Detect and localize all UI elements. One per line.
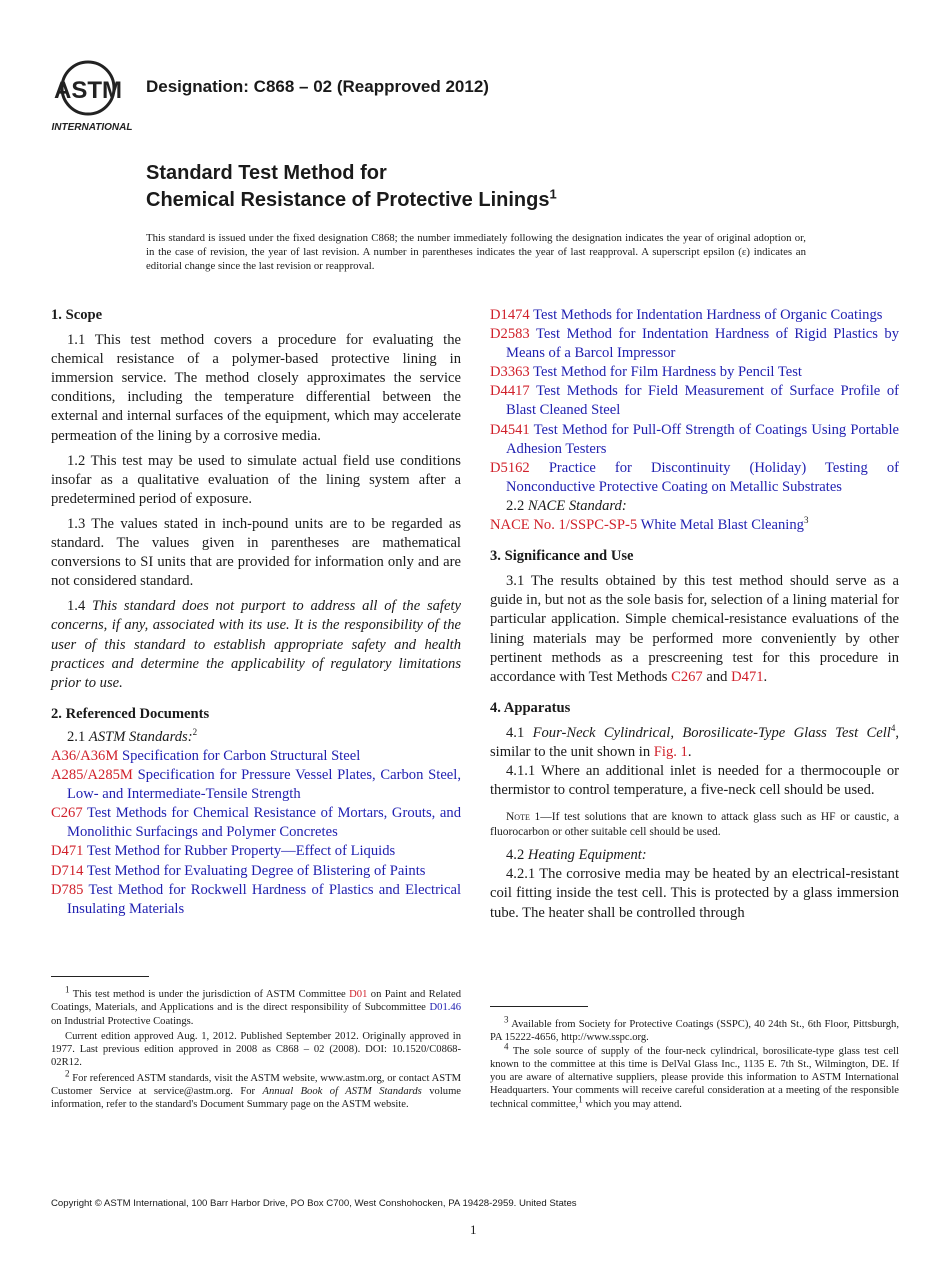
title-footnote-ref: 1 (549, 186, 557, 202)
reference-code-link[interactable]: C267 (51, 805, 83, 822)
note-1-text: —If test solutions that are known to attack glass such as HF or caustic, a fluorocarbon or other suitable cell should be used. (490, 811, 899, 839)
left-reference-item (51, 842, 461, 861)
designation: Designation: C868 – 02 (Reapproved 2012) (146, 77, 489, 96)
right-column (490, 306, 899, 923)
nace-code-link[interactable]: NACE No. 1/SSPC-SP-5 (490, 517, 638, 534)
reference-code-link[interactable]: D3363 (490, 364, 530, 381)
section-4-1-rest: , similar to the unit shown in (490, 724, 899, 760)
section-4-heading: 4. Apparatus (490, 699, 571, 716)
fn2-num: 2 (65, 1068, 70, 1079)
left-reference-item (51, 747, 461, 766)
title-line-2 (146, 187, 557, 214)
nace-reference (490, 516, 899, 535)
astm-logo-graphic (48, 56, 136, 136)
reference-title-link[interactable]: Test Methods for Chemical Resistance of Mortars, Grouts, and Monolithic Surfacings and Polymer Concretes (67, 805, 461, 841)
section-4-2 (490, 846, 899, 865)
fn1-link-d0146[interactable]: D01.46 (429, 1002, 461, 1014)
fn2-text-a: For referenced ASTM standards, visit the ASTM website, www.astm.org, or contact ASTM Customer Service at service@astm.org. For (51, 1072, 461, 1098)
reference-code-link[interactable]: A36/A36M (51, 747, 119, 764)
section-3-1-end: . (763, 668, 768, 685)
right-reference-list (490, 306, 899, 497)
footnote-3 (490, 1014, 899, 1045)
reference-code-link[interactable]: A285/A285M (51, 767, 133, 784)
copyright-line: Copyright © ASTM International, 100 Barr Harbor Drive, PO Box C700, West Conshohocken, PA 19428-2959. United States (51, 1198, 577, 1209)
link-fig-1[interactable]: Fig. 1 (653, 743, 688, 760)
title-line-1: Standard Test Method for (146, 162, 387, 184)
note-1-label: Note 1 (506, 811, 541, 824)
left-column (51, 306, 461, 919)
section-4-1-num: 4.1 (506, 724, 525, 741)
astm-standards-label (51, 728, 461, 747)
reference-title-link[interactable]: Test Method for Evaluating Degree of Blistering of Paints (86, 862, 426, 879)
reference-title-link[interactable]: Test Methods for Indentation Hardness of Organic Coatings (533, 307, 883, 323)
section-3-1-text: 3.1 The results obtained by this test method should serve as a guide in, but not as the sole basis for, selection of a lining material for particular application. Simple chemical-resistance evaluations of the lining materials may be performed more conveniently by other pertinent methods as a prescreening test for this procedure in accordance with Test Methods (490, 573, 899, 685)
section-4-1-1: 4.1.1 Where an additional inlet is needed for a thermocouple or thermistor to control temperature, a five-neck cell should be used. (490, 763, 899, 799)
right-reference-item (490, 306, 899, 325)
fn4-text-b: which you may attend. (585, 1098, 682, 1110)
footnotes-right (490, 1014, 899, 1111)
section-1-4-num: 1.4 (67, 598, 86, 615)
section-3-heading: 3. Significance and Use (490, 548, 634, 565)
section-1-heading: 1. Scope (51, 307, 103, 323)
section-1-4-text: This standard does not purport to address all of the safety concerns, if any, associated with its use. It is the responsibility of the user of this standard to establish appropriate safety and health practices and determine the applicability of regulatory limitations prior to use. (51, 598, 461, 691)
reference-title-link[interactable]: Test Method for Film Hardness by Pencil Test (533, 364, 802, 381)
footnote-1 (51, 984, 462, 1028)
fn4-text-a: The sole source of supply of the four-neck cylindrical, borosilicate-type glass test cell known to the committee at this time is DelVal Glass Inc., 1135 E. 7th St., Wilmington, DE. If you are aware of alternative suppliers, please provide this information to ASTM International Headquarters. Your comments will receive careful consideration at a meeting of the responsible technical committee, (490, 1045, 899, 1110)
nace-sup: 3 (803, 515, 809, 526)
reference-code-link[interactable]: D714 (51, 862, 84, 879)
left-reference-list (51, 747, 461, 919)
right-reference-item (490, 459, 899, 497)
link-c267[interactable]: C267 (671, 668, 703, 685)
fn1-text-a: This test method is under the jurisdiction of ASTM Committee (72, 989, 346, 1000)
reference-title-link[interactable]: Test Method for Indentation Hardness of Rigid Plastics by Means of a Barcol Impressor (506, 326, 899, 362)
reference-code-link[interactable]: D5162 (490, 459, 530, 476)
fn4-num: 4 (504, 1041, 509, 1052)
nace-standard-label (490, 497, 899, 516)
section-4-2-italic: Heating Equipment: (527, 847, 647, 864)
document-title (146, 160, 557, 214)
fn3-text: Available from Society for Protective Coatings (SSPC), 40 24th St., 6th Floor, Pittsburgh, PA 15222-4656, http://www.sspc.org. (490, 1019, 899, 1044)
nace-title-link[interactable]: White Metal Blast Cleaning (640, 517, 804, 534)
astm-label-num: 2.1 (67, 728, 86, 745)
right-reference-item (490, 382, 899, 420)
section-3-1 (490, 572, 899, 687)
page-number: 1 (470, 1222, 477, 1237)
logo-text-top: ASTM (54, 77, 122, 104)
reference-title-link[interactable]: Test Method for Rockwell Hardness of Plastics and Electrical Insulating Materials (67, 881, 461, 917)
fn4-sup: 1 (578, 1094, 583, 1105)
reference-title-link[interactable]: Test Methods for Field Measurement of Surface Profile of Blast Cleaned Steel (506, 383, 899, 419)
left-reference-item (51, 862, 461, 881)
nace-label-text: NACE Standard: (527, 497, 627, 514)
link-d471[interactable]: D471 (731, 668, 764, 685)
nace-label-num: 2.2 (506, 497, 525, 514)
reference-title-link[interactable]: Test Method for Rubber Property—Effect of Liquids (86, 843, 396, 860)
reference-title-link[interactable]: Practice for Discontinuity (Holiday) Testing of Nonconductive Protective Coating on Metallic Substrates (506, 459, 899, 495)
section-3-1-and: and (706, 668, 728, 685)
section-4-1-sup: 4 (890, 723, 896, 734)
reference-code-link[interactable]: D1474 (490, 307, 530, 323)
section-1-3: 1.3 The values stated in inch-pound units are to be regarded as standard. The values given in parentheses are mathematical conversions to SI units that are provided for information only and are not considered standard. (51, 515, 461, 590)
reference-title-link[interactable]: Specification for Pressure Vessel Plates, Carbon Steel, Low- and Intermediate-Tensile Strength (67, 767, 461, 803)
right-reference-item (490, 325, 899, 363)
right-reference-item (490, 363, 899, 382)
section-1-2: 1.2 This test may be used to simulate actual field use conditions insofar as a qualitative evaluation of the lining system after a predetermined period of exposure. (51, 452, 461, 507)
left-reference-item (51, 881, 461, 919)
section-4-1 (490, 724, 899, 762)
reference-code-link[interactable]: D4541 (490, 421, 530, 438)
left-reference-item (51, 804, 461, 842)
reference-code-link[interactable]: D2583 (490, 326, 530, 343)
footnote-rule-left (51, 976, 149, 977)
left-reference-item (51, 766, 461, 804)
reference-code-link[interactable]: D4417 (490, 383, 530, 400)
footnote-1-edition: Current edition approved Aug. 1, 2012. Published September 2012. Originally approved in 1977. Last previous edition approved in 2008 as C868 – 02 (2008). DOI: 10.1520/C0868-02R12. (51, 1030, 461, 1069)
footnote-rule-right (490, 1006, 588, 1007)
right-reference-item (490, 421, 899, 459)
standard-notice: This standard is issued under the fixed designation C868; the number immediately following the designation indicates the year of original adoption or, in the case of revision, the year of last revision. A number in parentheses indicates the year of last reapproval. A superscript epsilon (ε) indicates an editorial change since the last revision or reapproval. (146, 232, 806, 272)
reference-code-link[interactable]: D785 (51, 881, 84, 898)
title-line-2-text: Chemical Resistance of Protective Linings (146, 189, 550, 211)
fn1-text-c: on Industrial Protective Coatings. (51, 1015, 194, 1027)
section-4-2-1: 4.2.1 The corrosive media may be heated by an electrical-resistant coil fitting inside the test cell. This is protected by a glass immersion tube. The heater shall be controlled through (490, 866, 899, 921)
astm-label-sup: 2 (192, 727, 198, 738)
fn1-link-d01[interactable]: D01 (349, 989, 368, 1000)
section-4-1-end: . (687, 743, 692, 760)
footnote-2 (51, 1068, 462, 1112)
fn3-num: 3 (504, 1014, 509, 1025)
fn2-italic: Annual Book of ASTM Standards (262, 1086, 422, 1098)
logo-text-bottom: INTERNATIONAL (51, 122, 133, 133)
section-1-4 (51, 597, 461, 692)
fn1-num: 1 (65, 984, 70, 995)
astm-logo (48, 56, 136, 136)
footnote-4 (490, 1041, 899, 1111)
reference-title-link[interactable]: Test Method for Pull-Off Strength of Coatings Using Portable Adhesion Testers (506, 421, 899, 457)
fn1-text-b: on Paint and Related Coatings, Materials, and Applications and is the direct responsibility of Subcommittee (51, 989, 462, 1014)
footnotes-left (51, 984, 462, 1112)
astm-label-text: ASTM Standards: (88, 728, 193, 745)
section-1-1: 1.1 This test method covers a procedure for evaluating the chemical resistance of a polymer-based protective lining in immersion service. The method closely approximates the service conditions, including the temperature differential between the external and internal surfaces of the equipment, which may accelerate permeation of the lining by a corrosive media. (51, 332, 461, 444)
fn2-text-b: volume information, refer to the standard's Document Summary page on the ASTM website. (51, 1086, 462, 1111)
reference-title-link[interactable]: Specification for Carbon Structural Steel (121, 747, 361, 764)
reference-code-link[interactable]: D471 (51, 843, 84, 860)
note-1 (490, 810, 899, 840)
section-4-2-num: 4.2 (506, 847, 525, 864)
section-2-heading: 2. Referenced Documents (51, 705, 210, 722)
section-4-1-italic: Four-Neck Cylindrical, Borosilicate-Type Glass Test Cell (532, 724, 891, 741)
